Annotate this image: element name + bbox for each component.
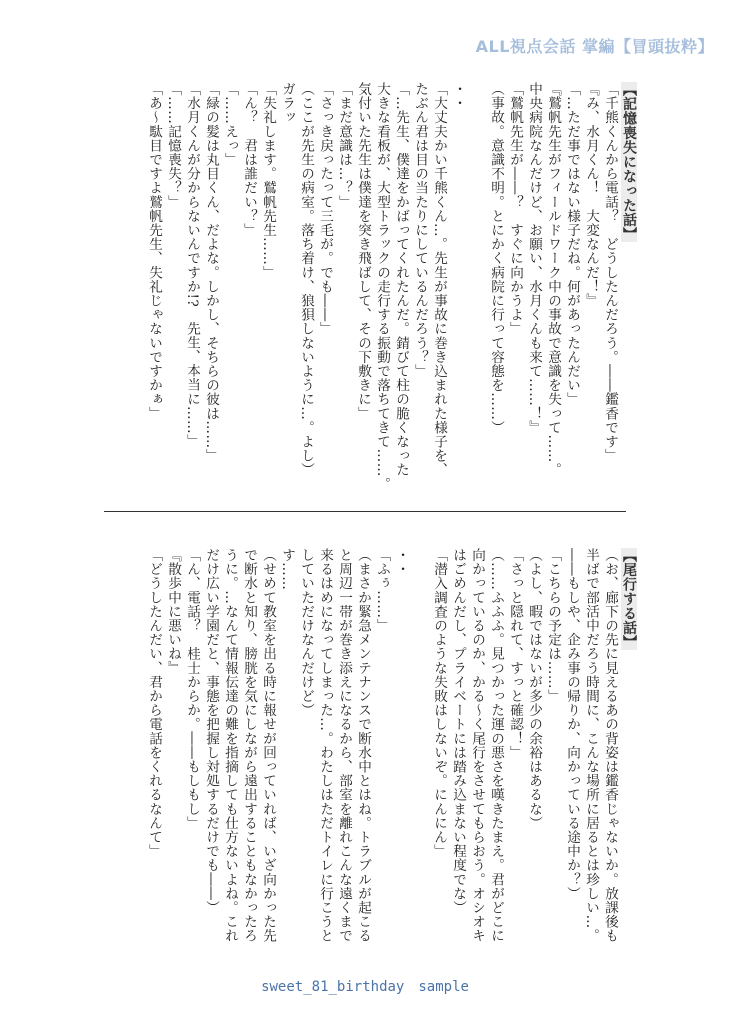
section-title: 【尾行する話】 [621, 548, 637, 650]
text-line: 「ん？ 君は誰だい？」 [241, 82, 257, 238]
text-line: と周辺一帯が巻き添えになるから、部室を離れこんな遠くまで [336, 548, 352, 943]
text-line: （ここが先生の病室。落ち着け、狼狽しないように…。よし） [298, 82, 314, 477]
text-line: （……ふふふ。見つかった運の悪さを嘆きたまえ。君がどこに [488, 548, 504, 943]
text-line: （せめて教室を出る時に報せが回っていれば、いざ向かった先 [260, 548, 276, 943]
section-title: 【記憶喪失になった話】 [621, 82, 637, 242]
footer-text: sweet_81_birthday sample [261, 979, 469, 995]
page-header: ALL視点会話 掌編【冒頭抜粋】 [475, 37, 714, 56]
text-line: ・・ [393, 548, 409, 577]
text-line: （まさか緊急メンテナンスで断水中とはね。トラブルが起こる [355, 548, 371, 943]
section-body [144, 548, 619, 968]
text-line: 「……記憶喪失？」 [165, 82, 181, 209]
text-line: （事故。意識不明。とにかく病院に行って容態を……） [488, 82, 504, 435]
text-line: うに。…なんて情報伝達の難を指摘しても仕方ないよね。これ [222, 548, 238, 943]
text-line: 「まだ意識は…？」 [336, 82, 352, 209]
text-line: 「こちらの予定は……」 [545, 548, 561, 704]
text-line: 「…ただ事ではない様子だね。何があったんだい」 [564, 82, 580, 407]
text-line: ――もしや、企み事の帰りか、向かっている途中か？） [564, 548, 580, 901]
text-line: 「失礼します。鷲帆先生……」 [260, 82, 276, 280]
text-line: す…… [279, 548, 295, 591]
text-line: 「さっき戻ったって三毛が。でも――」 [317, 82, 333, 336]
text-line: 『散歩中に悪いね』 [165, 548, 181, 675]
text-line: （お、廊下の先に見えるあの背姿は鑑香じゃないか。放課後も [602, 548, 618, 943]
text-line: で断水と知り、膀胱を気にしながら遠出することもなかったろ [241, 548, 257, 943]
section-divider [104, 511, 626, 512]
text-line: 「鷲帆先生が――？ すぐに向かうよ」 [507, 82, 523, 336]
text-line: 半ばで部活中だろう時間に、こんな場所に居るとは珍しい…。 [583, 548, 599, 943]
text-line: 「水月くんが分からないんですか!? 先生、本当に……」 [184, 82, 200, 449]
text-line: 「ふぅ……」 [374, 548, 390, 633]
text-line: 「……えっ」 [222, 82, 238, 167]
text-line: はごめんだし、プライベートには踏み込まない程度でな） [450, 548, 466, 915]
text-line: していただけなんだけど） [298, 548, 314, 718]
section-tailing [98, 548, 638, 968]
text-line: 「ん、電話？ 桂士からか。――もしもし」 [184, 548, 200, 830]
text-line: 来るはめになってしまった…。わたしはただトイレに行こうと [317, 548, 333, 943]
text-line: 「緑の髪は丸目くん、だよな。しかし、そちらの彼は……」 [203, 82, 219, 463]
text-line: 「あ～駄目ですよ鷲帆先生、失礼じゃないですかぁ」 [146, 82, 162, 421]
text-line: だけ広い学園だと、事態を把握し対処するだけでも――） [203, 548, 219, 915]
text-line: 中央病院なんだけど、お願い、水月くんも来て……！』 [526, 82, 542, 435]
text-line: 「潜入調査のような失敗はしないぞ。にんにん」 [431, 548, 447, 859]
text-line: たぶん君は目の当たりにしているんだろう？」 [412, 82, 428, 379]
text-line: 『鷲帆先生がフィールドワーク中の事故で意識を失って……。 [545, 82, 561, 477]
section-body [144, 82, 619, 492]
text-line: 向かっているのか、かる～く尾行をさせてもらおう。オシオキ [469, 548, 485, 943]
section-memory-loss [98, 82, 638, 492]
text-line: 大きな看板が、大型トラックの走行する振動で落ちてきて……。 [374, 82, 390, 491]
text-line: 「大丈夫かい千熊くん…。先生が事故に巻き込まれた様子を、 [431, 82, 447, 477]
text-line: 「千熊くんから電話？ どうしたんだろう。――鑑香です」 [602, 82, 618, 463]
text-line: 『み、水月くん！ 大変なんだ！』 [583, 82, 599, 308]
text-line: ガラッ [279, 82, 295, 125]
text-line: 「…先生、僕達をかばってくれたんだ。錆びて柱の脆くなった [393, 82, 409, 477]
text-line: （よし、暇ではないが多少の余裕はあるな） [526, 548, 542, 830]
text-line: 気付いた先生は僕達を突き飛ばして、その下敷きに」 [355, 82, 371, 421]
text-line: 「どうしたんだい、君から電話をくれるなんて」 [146, 548, 162, 859]
text-line: 「さっと隠れて、すっと確認！」 [507, 548, 523, 760]
text-line: ・・ [450, 82, 466, 111]
